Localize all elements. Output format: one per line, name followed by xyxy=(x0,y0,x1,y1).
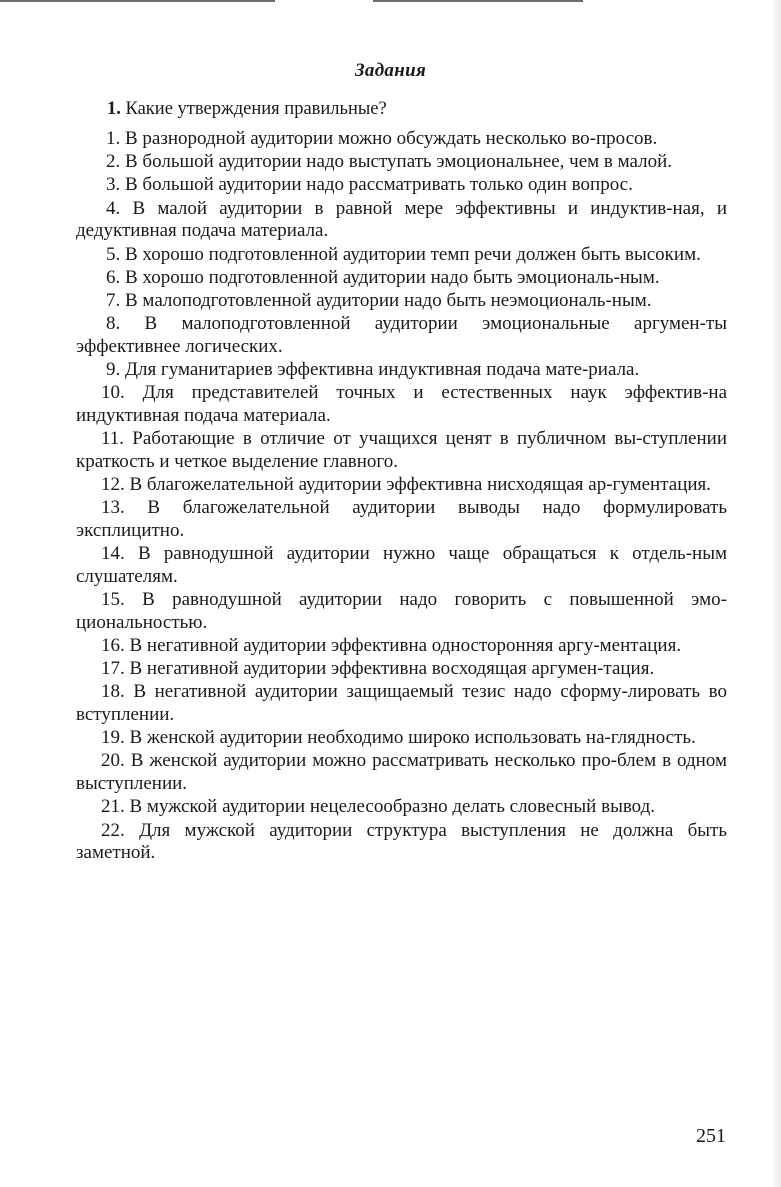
task-number: 1. xyxy=(107,99,121,119)
statement-number: 16. xyxy=(101,634,125,656)
statement-text: В равнодушной аудитории нужно чаще обращаться к отдель-ным слушателям. xyxy=(76,543,728,587)
statement-text: В малой аудитории в равной мере эффективны и индуктив-ная, и дедуктивная подача материала. xyxy=(76,197,728,242)
statement-number: 6. xyxy=(106,266,121,288)
statement-text: В негативной аудитории защищаемый тезис надо сформу-лировать во вступлении. xyxy=(76,681,728,726)
statement-number: 21. xyxy=(101,796,125,818)
statement-list xyxy=(76,128,727,866)
statement-text: В благожелательной аудитории выводы надо формулировать эксплицитно. xyxy=(76,497,727,541)
statement-number: 1. xyxy=(106,128,121,149)
statement-item xyxy=(76,244,727,267)
statement-item xyxy=(76,474,727,497)
statement-text: В негативной аудитории эффективна восходящая аргумен-тация. xyxy=(129,658,655,680)
statement-text: В женской аудитории необходимо широко использовать на-глядность. xyxy=(129,727,696,749)
statement-text: В большой аудитории надо рассматривать только один вопрос. xyxy=(125,174,633,196)
statement-item xyxy=(76,543,727,588)
statement-item xyxy=(76,151,727,174)
statement-text: В хорошо подготовленной аудитории надо быть эмоциональ-ным. xyxy=(125,266,660,288)
statement-text: В малоподготовленной аудитории надо быть неэмоциональ-ным. xyxy=(125,289,652,311)
statement-item xyxy=(76,796,727,819)
statement-item xyxy=(76,359,727,382)
page-edge-shadow xyxy=(771,0,781,1187)
statement-text: В женской аудитории можно рассматривать несколько про-блем в одном выступлении. xyxy=(76,750,728,795)
statement-number: 9. xyxy=(106,359,121,381)
statement-text: В равнодушной аудитории надо говорить с повышенной эмо-циональностью. xyxy=(76,589,727,633)
statement-text: В мужской аудитории нецелесообразно делать словесный вывод. xyxy=(129,796,656,818)
statement-item xyxy=(76,820,727,865)
statement-text: Для гуманитариев эффективна индуктивная подача мате-риала. xyxy=(125,359,640,381)
statement-item xyxy=(76,174,727,197)
statement-item xyxy=(76,497,727,542)
statement-text: Для мужской аудитории структура выступления не должна быть заметной. xyxy=(76,819,728,864)
statement-item xyxy=(76,128,727,151)
statement-item xyxy=(76,750,727,795)
statement-number: 20. xyxy=(101,750,125,772)
scan-line xyxy=(0,0,275,2)
statement-number: 4. xyxy=(106,197,121,219)
statement-item xyxy=(76,681,727,726)
statement-item xyxy=(76,267,727,290)
statement-number: 18. xyxy=(101,681,125,703)
statement-item xyxy=(76,428,727,473)
statement-number: 8. xyxy=(106,313,121,335)
statement-item xyxy=(76,635,727,658)
statement-number: 2. xyxy=(106,151,121,173)
statement-number: 19. xyxy=(101,727,125,749)
statement-item xyxy=(76,589,727,634)
section-title: Задания xyxy=(354,60,427,81)
statement-number: 12. xyxy=(101,474,125,496)
statement-item xyxy=(76,313,727,358)
statement-number: 15. xyxy=(101,589,125,611)
statement-number: 7. xyxy=(106,289,121,311)
statement-text: В хорошо подготовленной аудитории темп речи должен быть высоким. xyxy=(125,243,701,265)
statement-item xyxy=(76,198,727,243)
statement-item xyxy=(76,658,727,681)
statement-number: 10. xyxy=(101,382,125,404)
statement-number: 14. xyxy=(101,543,125,565)
statement-number: 3. xyxy=(106,174,121,196)
statement-text: В разнородной аудитории можно обсуждать несколько во-просов. xyxy=(125,128,658,149)
statement-text: В большой аудитории надо выступать эмоциональнее, чем в малой. xyxy=(125,151,673,173)
page-number: 251 xyxy=(696,1125,726,1147)
scan-line xyxy=(373,0,583,2)
task-question xyxy=(107,99,387,120)
statement-text: В благожелательной аудитории эффективна нисходящая ар-гументация. xyxy=(129,474,712,496)
statement-item xyxy=(76,382,727,427)
statement-number: 5. xyxy=(106,243,121,265)
statement-item xyxy=(76,290,727,313)
statement-item xyxy=(76,727,727,750)
statement-text: Для представителей точных и естественных наук эффектив-на индуктивная подача материала. xyxy=(76,382,727,426)
statement-number: 22. xyxy=(101,819,125,841)
statement-text: В малоподготовленной аудитории эмоциональные аргумен-ты эффективнее логических. xyxy=(76,313,728,357)
statement-number: 13. xyxy=(101,497,125,519)
statement-number: 11. xyxy=(101,428,125,450)
task-question-text: Какие утверждения правильные? xyxy=(125,99,387,119)
statement-text: Работающие в отличие от учащихся ценят в публичном вы-ступлении краткость и четкое выделение главного. xyxy=(76,428,727,472)
statement-text: В негативной аудитории эффективна односторонняя аргу-ментация. xyxy=(129,634,682,656)
statement-number: 17. xyxy=(101,658,125,680)
